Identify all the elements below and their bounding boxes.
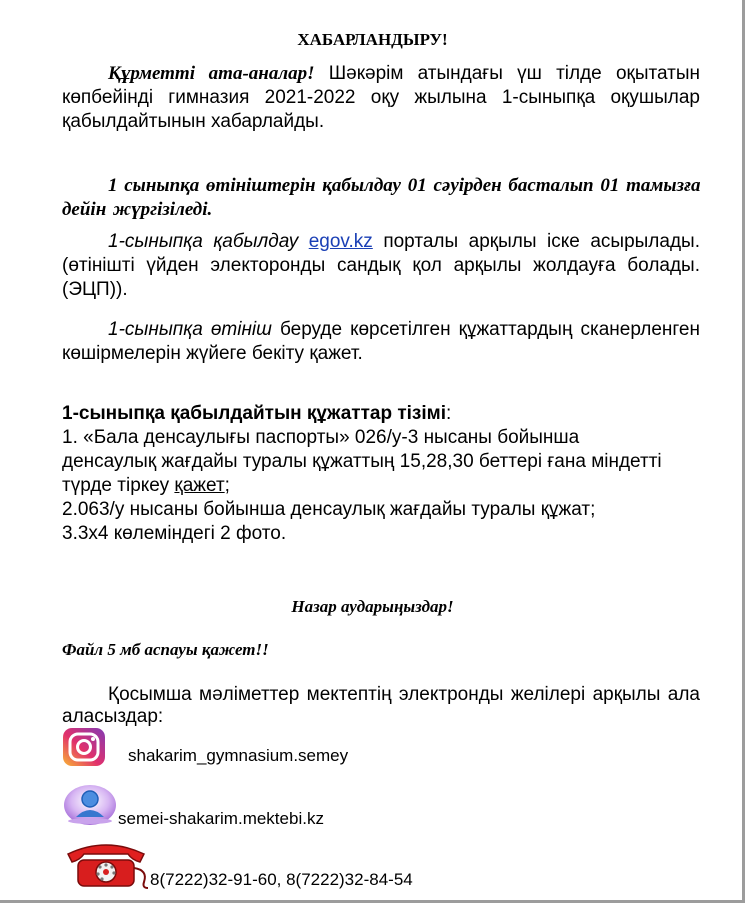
egov-link[interactable]: egov.kz [308,231,373,252]
documents-heading-colon: : [445,403,452,424]
intro-text: Шәкәрім атындағы үш тілде оқытатын көпбейінді гимназия 2021-2022 оқу жылына 1-сыныпқа оқушылар қабылдайтынын хабарлайды. [62,63,700,132]
instagram-handle[interactable]: shakarim_gymnasium.semey [128,746,349,765]
documents-list [62,402,702,546]
egov-paragraph [62,230,700,302]
scan-rest: беруде көрсетілген құжаттардың сканерленген көшірмелерін жүйеге бекіту қажет. [62,319,700,364]
instagram-icon [62,727,106,767]
phone-numbers[interactable]: 8(7222)32-91-60, 8(7222)32-84-54 [150,870,413,889]
file-size-note: Файл 5 мб аспауы қажет!! [62,640,269,659]
document-item-1-end: ; [224,475,230,496]
egov-rest: порталы арқылы іске асырылады. (өтінішті үйден электоронды сандық қол арқылы жолдауға болады. (ЭЦП)). [62,231,700,300]
scan-paragraph [62,318,700,366]
more-info: Қосымша мәліметтер мектептің электронды желілері арқылы ала аласыздар: [62,684,700,727]
dates-notice: 1 сыныпқа өтініштерін қабылдау 01 сәуірден басталып 01 тамызға дейін жүргізіледі. [62,175,701,220]
greeting: Құрметті ата-аналар! [108,63,315,84]
intro-paragraph [62,62,700,134]
document-item-1-text: 1. «Бала денсаулығы паспорты» 026/у-3 нысаны бойынша денсаулық жағдайы туралы құжаттың 15,28,30 беттері ғана міндетті түрде тіркеу [62,427,662,496]
documents-heading: 1-сыныпқа қабылдайтын құжаттар тізімі [62,403,446,424]
attention-note: Назар аударыңыздар! [291,597,454,616]
documents-heading-line [62,402,702,426]
website-user-icon [62,783,118,827]
document-item-1 [62,426,662,498]
document-item-3: 3.3х4 көлеміндегі 2 фото. [62,523,287,544]
document-item-2: 2.063/у нысаны бойынша денсаулық жағдайы туралы құжат; [62,499,596,520]
page-title: ХАБАРЛАНДЫРУ! [297,30,448,49]
scan-lead: 1-сыныпқа өтініш [108,319,272,340]
website-link[interactable]: semei-shakarim.mektebi.kz [118,809,324,828]
telephone-icon [62,838,150,890]
document-item-1-underlined: қажет [174,475,225,496]
egov-lead: 1-сыныпқа қабылдау [108,231,309,252]
